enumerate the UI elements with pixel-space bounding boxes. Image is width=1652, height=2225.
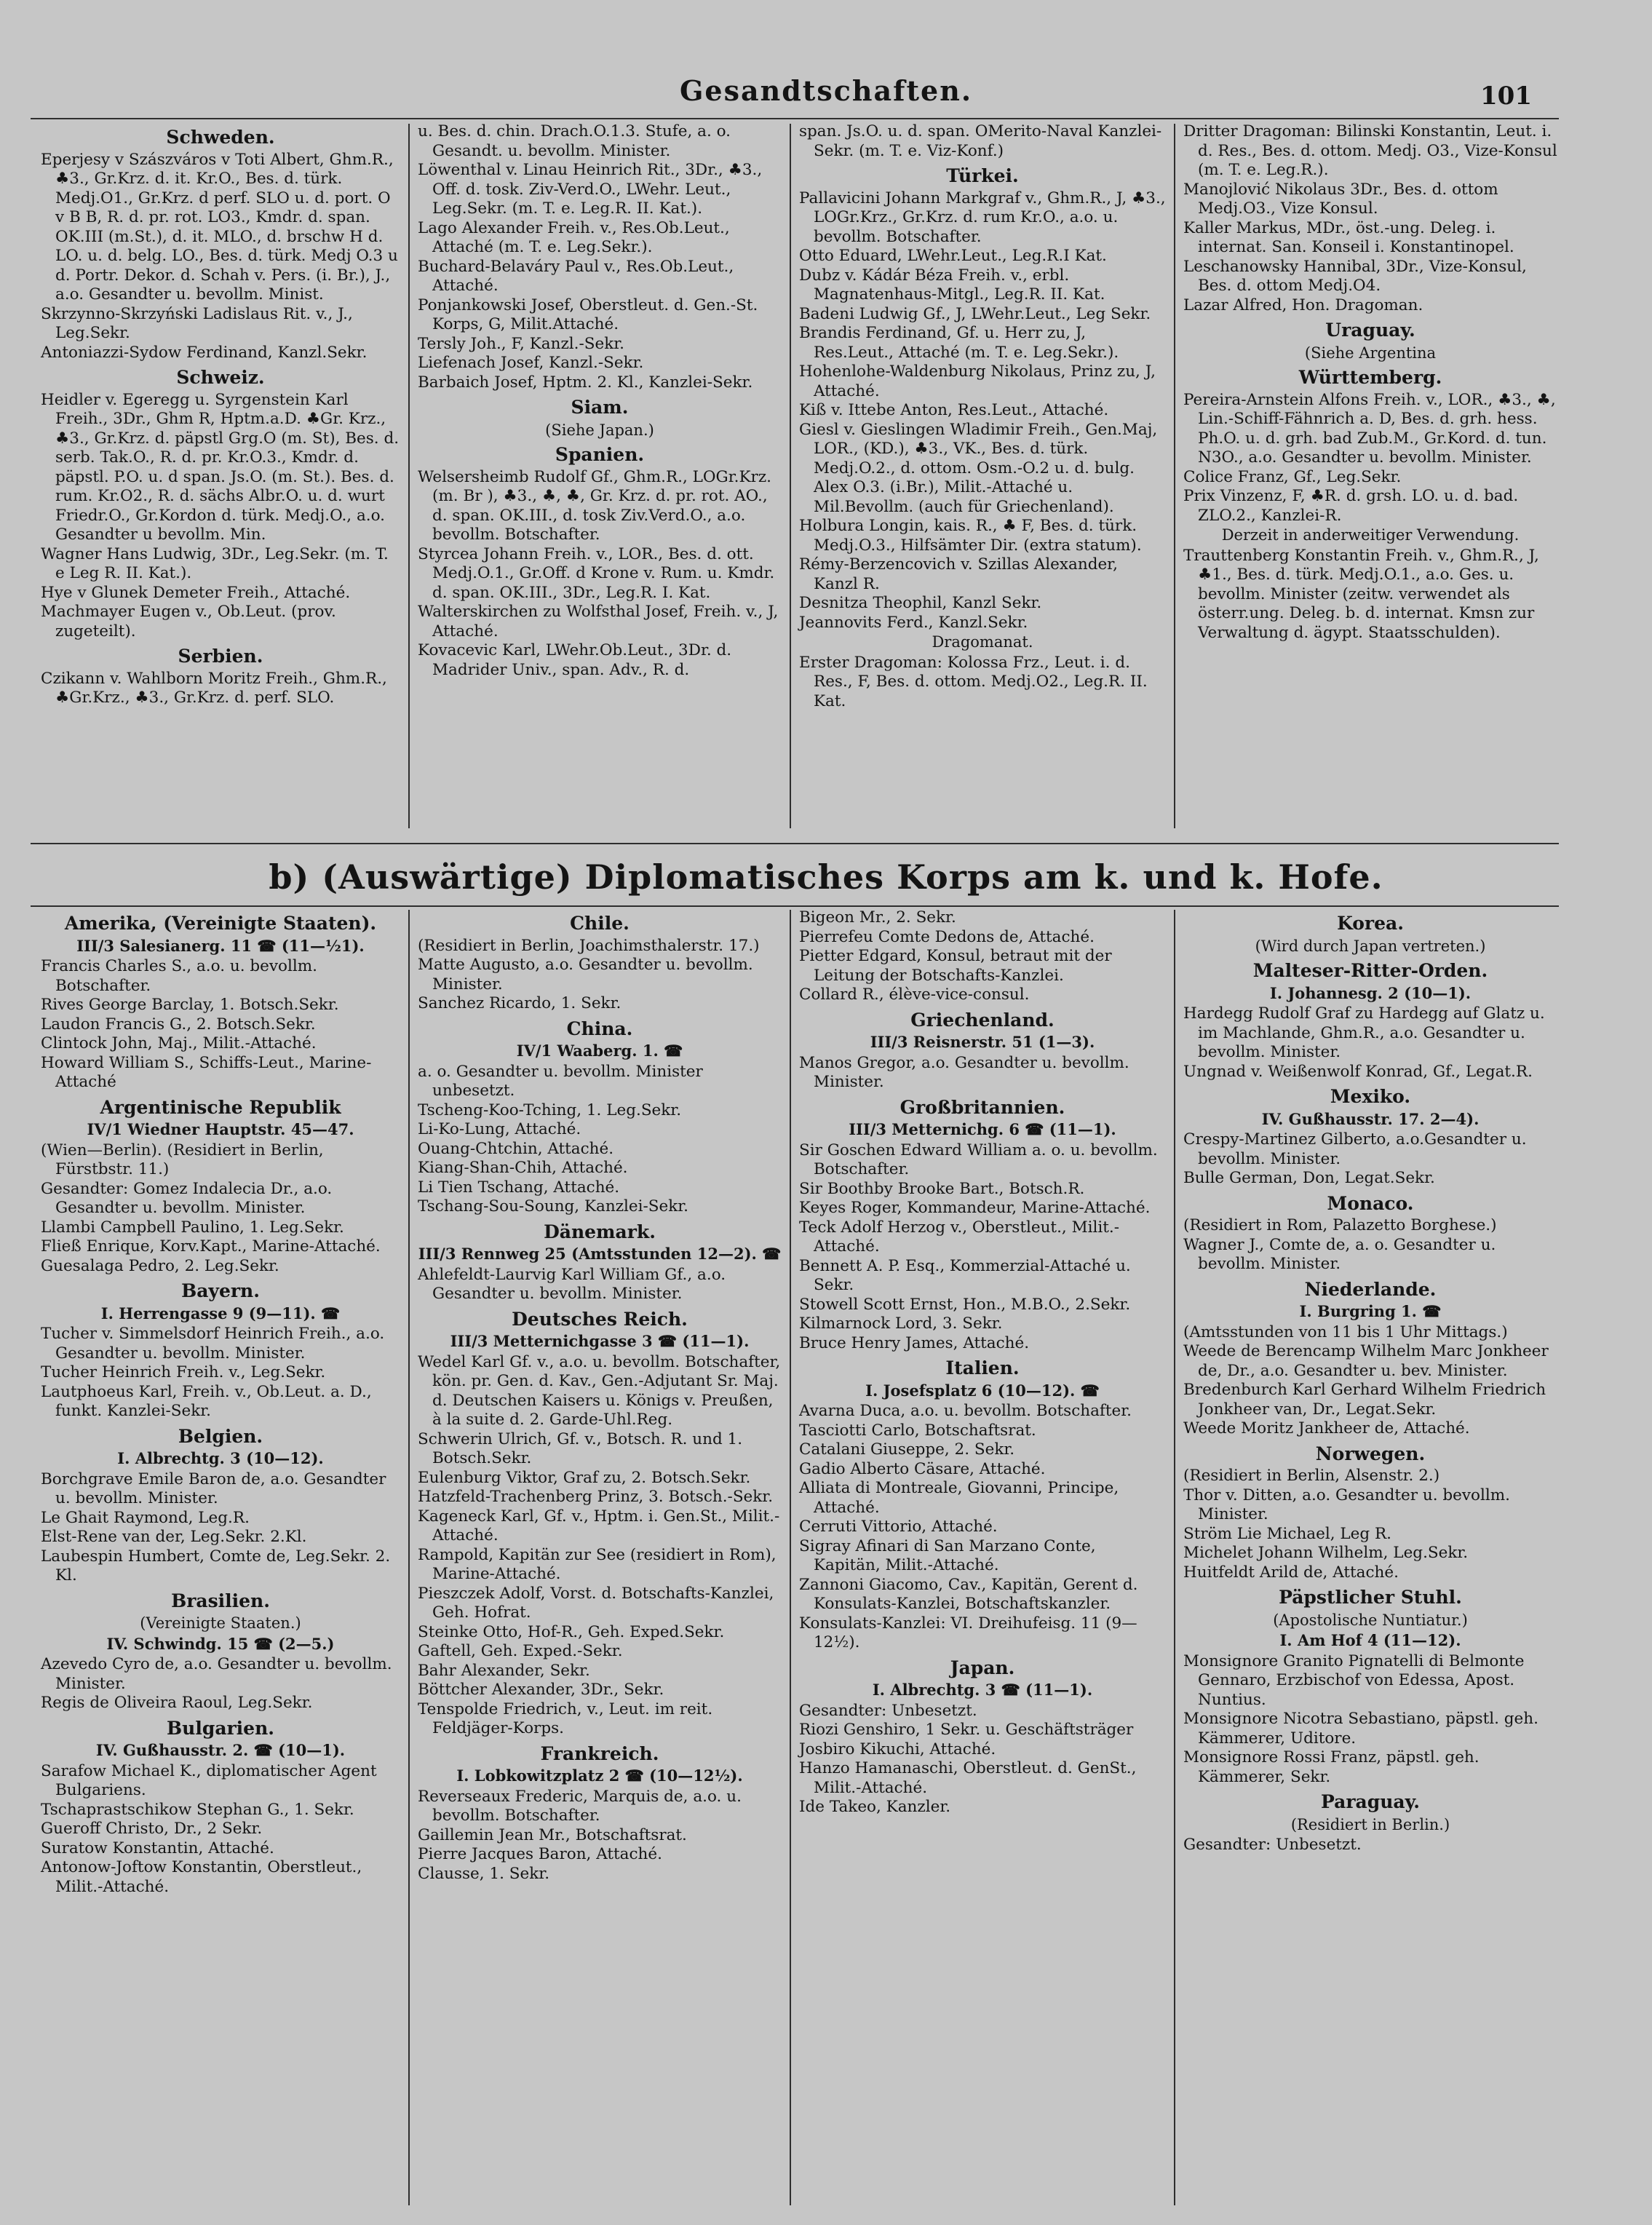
- country-heading: Uraguay.: [1325, 320, 1415, 341]
- directory-entry: Weede Moritz Jankheer de, Attaché.: [1183, 1419, 1470, 1437]
- directory-entry: Tschang-Sou-Soung, Kanzlei-Sekr.: [418, 1197, 688, 1215]
- directory-entry: Fließ Enrique, Korv.Kapt., Marine-Attaché.: [41, 1237, 381, 1256]
- section-note: (Siehe Argentina: [1304, 344, 1437, 362]
- directory-entry: Manojlović Nikolaus 3Dr., Bes. d. ottom Medj.O3., Vize Konsul.: [1183, 180, 1498, 218]
- directory-entry: Alliata di Montreale, Giovanni, Principe, Attaché.: [799, 1479, 1119, 1517]
- directory-entry: Czikann v. Wahlborn Moritz Freih., Ghm.R., ♣Gr.Krz., ♣3., Gr.Krz. d. perf. SLO.: [41, 669, 387, 707]
- directory-entry: Hardegg Rudolf Graf zu Hardegg auf Glatz u. im Machlande, Ghm.R., a.o. Gesandter u. bevollm. Minister.: [1183, 1004, 1545, 1061]
- directory-entry: Jeannovits Ferd., Kanzl.Sekr.: [799, 613, 1028, 632]
- address-line: I. Herrengasse 9 (9—11). ☎: [100, 1304, 341, 1322]
- directory-entry: Stowell Scott Ernst, Hon., M.B.O., 2.Sekr.: [799, 1295, 1131, 1314]
- directory-entry: Colice Franz, Gf., Leg.Sekr.: [1183, 467, 1402, 486]
- directory-entry: u. Bes. d. chin. Drach.O.1.3. Stufe, a. o. Gesandt. u. bevollm. Minister.: [418, 122, 731, 160]
- directory-entry: Ahlefeldt-Laurvig Karl William Gf., a.o. Gesandter u. bevollm. Minister.: [418, 1265, 726, 1303]
- directory-entry: Hye v Glunek Demeter Freih., Attaché.: [41, 583, 351, 602]
- directory-entry: Rampold, Kapitän zur See (residiert in Rom), Marine-Attaché.: [418, 1545, 777, 1583]
- country-heading: Mexiko.: [1330, 1086, 1411, 1107]
- directory-entry: Li Tien Tschang, Attaché.: [418, 1178, 620, 1197]
- directory-entry: (Residiert in Rom, Palazetto Borghese.): [1183, 1216, 1497, 1234]
- directory-entry: Catalani Giuseppe, 2. Sekr.: [799, 1440, 1015, 1459]
- top-column-3: [793, 122, 1172, 843]
- directory-entry: Huitfeldt Arild de, Attaché.: [1183, 1563, 1399, 1582]
- directory-entry: Steinke Otto, Hof-R., Geh. Exped.Sekr.: [418, 1622, 725, 1641]
- directory-entry: Teck Adolf Herzog v., Oberstleut., Milit.-Attaché.: [799, 1218, 1119, 1256]
- directory-entry: Bennett A. P. Esq., Kommerzial-Attaché u. Sekr.: [799, 1256, 1131, 1294]
- directory-entry: Tschaprastschikow Stephan G., 1. Sekr.: [41, 1800, 354, 1819]
- directory-entry: Wagner Hans Ludwig, 3Dr., Leg.Sekr. (m. T. e Leg R. II. Kat.).: [41, 544, 389, 582]
- directory-entry: Machmayer Eugen v., Ob.Leut. (prov. zugeteilt).: [41, 603, 336, 640]
- country-heading: Niederlande.: [1304, 1278, 1437, 1300]
- country-heading: Norwegen.: [1315, 1443, 1426, 1464]
- directory-entry: Sanchez Ricardo, 1. Sekr.: [418, 994, 622, 1012]
- directory-entry: Laudon Francis G., 2. Botsch.Sekr.: [41, 1015, 316, 1034]
- directory-entry: (Wien—Berlin). (Residiert in Berlin, Fürstbstr. 11.): [41, 1141, 324, 1178]
- country-heading: Chile.: [570, 913, 630, 934]
- directory-entry: Bahr Alexander, Sekr.: [418, 1661, 590, 1680]
- directory-entry: Schwerin Ulrich, Gf. v., Botsch. R. und 1. Botsch.Sekr.: [418, 1429, 743, 1467]
- country-heading: Bayern.: [181, 1280, 260, 1301]
- section-note: Derzeit in anderweitiger Verwendung.: [1221, 526, 1520, 544]
- address-line: III/3 Reisnerstr. 51 (1—3).: [870, 1033, 1095, 1051]
- address-line: IV/1 Wiedner Hauptstr. 45—47.: [87, 1120, 354, 1138]
- directory-entry: Guesalaga Pedro, 2. Leg.Sekr.: [41, 1256, 279, 1275]
- header-rule: [31, 118, 1559, 119]
- directory-entry: Clintock John, Maj., Milit.-Attaché.: [41, 1034, 317, 1052]
- directory-entry: Desnitza Theophil, Kanzl Sekr.: [799, 594, 1042, 612]
- bottom-column-divider: [790, 910, 791, 2205]
- address-line: III/3 Rennweg 25 (Amtsstunden 12—2). ☎: [418, 1245, 782, 1263]
- directory-entry: Weede de Berencamp Wilhelm Marc Jonkheer de, Dr., a.o. Gesandter u. bev. Minister.: [1183, 1342, 1549, 1380]
- directory-entry: Lazar Alfred, Hon. Dragoman.: [1183, 296, 1423, 314]
- address-line: IV. Gußhausstr. 17. 2—4).: [1261, 1109, 1480, 1128]
- directory-entry: Monsignore Granito Pignatelli di Belmonte Gennaro, Erzbischof von Edessa, Apost. Nuntius.: [1183, 1651, 1525, 1709]
- country-heading: Italien.: [945, 1357, 1020, 1379]
- section-note: (Residiert in Berlin.): [1290, 1815, 1450, 1833]
- directory-entry: Howard William S., Schiffs-Leut., Marine-Attaché: [41, 1053, 372, 1091]
- top-column-divider: [408, 124, 410, 828]
- country-heading: China.: [566, 1018, 633, 1039]
- directory-entry: Tersly Joh., F, Kanzl.-Sekr.: [418, 334, 624, 353]
- directory-entry: Erster Dragoman: Kolossa Frz., Leut. i. d. Res., F, Bes. d. ottom. Medj.O2., Leg.R. II. Kat.: [799, 653, 1148, 710]
- directory-entry: (Residiert in Berlin, Joachimsthalerstr. 17.): [418, 936, 760, 955]
- directory-entry: Ström Lie Michael, Leg R.: [1183, 1524, 1392, 1543]
- directory-entry: Kilmarnock Lord, 3. Sekr.: [799, 1314, 1003, 1333]
- directory-entry: Lago Alexander Freih. v., Res.Ob.Leut., Attaché (m. T. e. Leg.Sekr.).: [418, 218, 730, 256]
- directory-entry: Konsulats-Kanzlei: VI. Dreihufeisg. 11 (9—12½).: [799, 1614, 1137, 1651]
- directory-entry: Wedel Karl Gf. v., a.o. u. bevollm. Botschafter, kön. pr. Gen. d. Kav., Gen.-Adjutant Sr. Maj. d. Deutschen Kaisers u. Königs v. Preußen, à la suite d. 2. Garde-Uhl.Reg.: [418, 1352, 781, 1429]
- directory-entry: a. o. Gesandter u. bevollm. Minister unbesetzt.: [418, 1062, 703, 1100]
- directory-entry: Rives George Barclay, 1. Botsch.Sekr.: [41, 996, 339, 1014]
- country-heading: Monaco.: [1327, 1192, 1414, 1214]
- section-note: Dragomanat.: [932, 633, 1033, 651]
- directory-entry: Suratow Konstantin, Attaché.: [41, 1839, 274, 1857]
- section-rule: [31, 843, 1559, 844]
- country-heading: Siam.: [571, 397, 629, 418]
- directory-entry: Gaftell, Geh. Exped.-Sekr.: [418, 1642, 623, 1660]
- directory-entry: Gueroff Christo, Dr., 2 Sekr.: [41, 1820, 263, 1838]
- directory-entry: Ponjankowski Josef, Oberstleut. d. Gen.-St. Korps, G, Milit.Attaché.: [418, 296, 758, 333]
- directory-entry: Gaillemin Jean Mr., Botschaftsrat.: [418, 1825, 687, 1844]
- country-heading: Argentinische Republik: [100, 1096, 341, 1118]
- directory-entry: Monsignore Rossi Franz, päpstl. geh. Kämmerer, Sekr.: [1183, 1748, 1480, 1786]
- directory-entry: Kaller Markus, MDr., öst.-ung. Deleg. i. internat. San. Konseil i. Konstantinopel.: [1183, 218, 1514, 256]
- directory-entry: Rémy-Berzencovich v. Szillas Alexander, Kanzl R.: [799, 555, 1118, 593]
- directory-entry: span. Js.O. u. d. span. OMerito-Naval Kanzlei-Sekr. (m. T. e. Viz-Konf.): [799, 122, 1162, 160]
- page-number: 101: [1480, 82, 1532, 111]
- directory-entry: Kiang-Shan-Chih, Attaché.: [418, 1159, 628, 1177]
- top-column-divider: [790, 124, 791, 828]
- address-line: IV. Gußhausstr. 2. ☎ (10—1).: [95, 1741, 346, 1759]
- directory-entry: Tasciotti Carlo, Botschaftsrat.: [799, 1421, 1036, 1440]
- address-line: III/3 Metternichgasse 3 ☎ (11—1).: [450, 1332, 750, 1350]
- directory-entry: Hatzfeld-Trachenberg Prinz, 3. Botsch.-Sekr.: [418, 1488, 774, 1506]
- directory-entry: Regis de Oliveira Raoul, Leg.Sekr.: [41, 1694, 313, 1712]
- directory-entry: Dubz v. Kádár Béza Freih. v., erbl. Magnatenhaus-Mitgl., Leg.R. II. Kat.: [799, 266, 1105, 304]
- section-note: (Apostolische Nuntiatur.): [1273, 1611, 1468, 1629]
- directory-entry: Badeni Ludwig Gf., J, LWehr.Leut., Leg Sekr.: [799, 304, 1151, 323]
- country-heading: Amerika, (Vereinigte Staaten).: [64, 913, 377, 934]
- address-line: I. Lobkowitzplatz 2 ☎ (10—12½).: [456, 1766, 743, 1785]
- bottom-column-divider: [408, 910, 410, 2205]
- address-line: IV/1 Waaberg. 1. ☎: [516, 1042, 683, 1060]
- directory-entry: Heidler v. Egeregg u. Syrgenstein Karl Freih., 3Dr., Ghm R, Hptm.a.D. ♣Gr. Krz., ♣3., Gr.Krz. d. päpstl Grg.O (m. St), Bes. d. serb. Tak.O., R. d. pr. Kr.O.3., Kmdr. d. päpstl. P.O. u. d span. Js.O. (m. St.). Bes. d. rum. Kr.O2., R. d. sächs Albr.O. u. d. wurt Friedr.O., Gr.Kordon d. türk. Medj.O., a.o. Gesandter u bevollm. Min.: [41, 390, 400, 544]
- directory-entry: Prix Vinzenz, F, ♣R. d. grsh. LO. u. d. bad. ZLO.2., Kanzlei-R.: [1183, 487, 1519, 525]
- top-column-2: [412, 122, 787, 843]
- directory-entry: Pietter Edgard, Konsul, betraut mit der Leitung der Botschafts-Kanzlei.: [799, 947, 1112, 985]
- directory-entry: Ouang-Chtchin, Attaché.: [418, 1139, 614, 1158]
- directory-entry: Löwenthal v. Linau Heinrich Rit., 3Dr., ♣3., Off. d. tosk. Ziv-Verd.O., LWehr. Leut., Leg.Sekr. (m. T. e. Leg.R. II. Kat.).: [418, 161, 763, 218]
- directory-entry: Tscheng-Koo-Tching, 1. Leg.Sekr.: [418, 1100, 682, 1119]
- directory-entry: Sarafow Michael K., diplomatischer Agent Bulgariens.: [41, 1761, 377, 1799]
- country-heading: Schweden.: [166, 127, 275, 148]
- section-b-heading: b) (Auswärtige) Diplomatisches Korps am k. und k. Hofe.: [269, 857, 1383, 897]
- country-heading: Dänemark.: [544, 1221, 656, 1242]
- section-rule: [31, 905, 1559, 907]
- directory-entry: Josbiro Kikuchi, Attaché.: [799, 1740, 996, 1758]
- directory-entry: Pallavicini Johann Markgraf v., Ghm.R., J, ♣3., LOGr.Krz., Gr.Krz. d. rum Kr.O., a.o. u. bevollm. Botschafter.: [799, 189, 1166, 246]
- directory-entry: Pieszczek Adolf, Vorst. d. Botschafts-Kanzlei, Geh. Hofrat.: [418, 1584, 774, 1622]
- directory-entry: Tenspolde Friedrich, v., Leut. im reit. Feldjäger-Korps.: [418, 1700, 713, 1737]
- directory-entry: Hanzo Hamanaschi, Oberstleut. d. GenSt., Milit.-Attaché.: [799, 1759, 1137, 1797]
- directory-entry: Styrcea Johann Freih. v., LOR., Bes. d. ott. Medj.O.1., Gr.Off. d Krone v. Rum. u. Kmdr. d. span. OK.III., 3Dr., Leg.R. I. Kat.: [418, 544, 775, 602]
- directory-entry: Böttcher Alexander, 3Dr., Sekr.: [418, 1681, 664, 1699]
- country-heading: Deutsches Reich.: [512, 1308, 688, 1330]
- section-note: (Siehe Japan.): [545, 421, 654, 439]
- directory-entry: Pierrefeu Comte Dedons de, Attaché.: [799, 927, 1095, 946]
- directory-entry: Collard R., élève-vice-consul.: [799, 985, 1030, 1004]
- country-heading: Württemberg.: [1298, 367, 1442, 388]
- directory-entry: Giesl v. Gieslingen Wladimir Freih., Gen.Maj, LOR., (KD.), ♣3., VK., Bes. d. türk. Medj.O.2., d. ottom. Osm.-O.2 u. d. bulg. Alex O.3. (i.Br.), Milit.-Attaché u. Mil.Bevollm. (auch für Griechenland).: [799, 420, 1158, 516]
- directory-entry: Keyes Roger, Kommandeur, Marine-Attaché.: [799, 1199, 1151, 1217]
- country-heading: Belgien.: [178, 1425, 263, 1447]
- directory-entry: Cerruti Vittorio, Attaché.: [799, 1518, 998, 1536]
- bottom-column-4: [1178, 908, 1563, 2211]
- directory-entry: Walterskirchen zu Wolfsthal Josef, Freih. v., J, Attaché.: [418, 603, 779, 640]
- directory-entry: Llambi Campbell Paulino, 1. Leg.Sekr.: [41, 1218, 344, 1237]
- address-line: I. Burgring 1. ☎: [1299, 1302, 1442, 1320]
- directory-entry: Gesandter: Unbesetzt.: [1183, 1836, 1362, 1854]
- country-heading: Brasilien.: [171, 1590, 270, 1611]
- country-heading: Frankreich.: [540, 1742, 659, 1764]
- directory-entry: Dritter Dragoman: Bilinski Konstantin, Leut. i. d. Res., Bes. d. ottom. Medj. O3., Vize-Konsul (m. T. e. Leg.R.).: [1183, 122, 1557, 179]
- directory-entry: Azevedo Cyro de, a.o. Gesandter u. bevollm. Minister.: [41, 1655, 392, 1693]
- top-column-divider: [1174, 124, 1175, 828]
- directory-entry: Pereira-Arnstein Alfons Freih. v., LOR., ♣3., ♣, Lin.-Schiff-Fähnrich a. D, Bes. d. grh. hess. Ph.O. u. d. grh. bad Zub.M., Gr.Kord. d. tun. N3O., a.o. Gesandter u. bevollm. Minister.: [1183, 390, 1556, 467]
- directory-entry: Tucher Heinrich Freih. v., Leg.Sekr.: [41, 1363, 326, 1381]
- directory-entry: Monsignore Nicotra Sebastiano, päpstl. geh. Kämmerer, Uditore.: [1183, 1710, 1538, 1748]
- country-heading: Paraguay.: [1321, 1791, 1420, 1812]
- country-heading: Großbritannien.: [900, 1096, 1065, 1118]
- directory-entry: Pierre Jacques Baron, Attaché.: [418, 1845, 662, 1863]
- directory-entry: Otto Eduard, LWehr.Leut., Leg.R.I Kat.: [799, 247, 1107, 265]
- directory-entry: Bigeon Mr., 2. Sekr.: [799, 908, 956, 927]
- directory-entry: Kageneck Karl, Gf. v., Hptm. i. Gen.St., Milit.-Attaché.: [418, 1507, 780, 1544]
- directory-entry: Bruce Henry James, Attaché.: [799, 1333, 1030, 1352]
- address-line: III/3 Metternichg. 6 ☎ (11—1).: [849, 1120, 1116, 1138]
- directory-entry: Sigray Afinari di San Marzano Conte, Kapitän, Milit.-Attaché.: [799, 1536, 1096, 1574]
- country-heading: Bulgarien.: [167, 1717, 274, 1739]
- directory-entry: Manos Gregor, a.o. Gesandter u. bevollm. Minister.: [799, 1053, 1129, 1091]
- directory-entry: Buchard-Belaváry Paul v., Res.Ob.Leut., Attaché.: [418, 257, 734, 295]
- country-heading: Serbien.: [178, 646, 263, 667]
- country-heading: Griechenland.: [910, 1009, 1055, 1031]
- address-line: I. Albrechtg. 3 (10—12).: [117, 1449, 324, 1467]
- country-heading: Türkei.: [946, 165, 1019, 186]
- directory-entry: Matte Augusto, a.o. Gesandter u. bevollm. Minister.: [418, 956, 753, 993]
- directory-entry: Sir Boothby Brooke Bart., Botsch.R.: [799, 1179, 1085, 1198]
- directory-entry: Brandis Ferdinand, Gf. u. Herr zu, J, Res.Leut., Attaché (m. T. e. Leg.Sekr.).: [799, 324, 1119, 362]
- address-line: I. Albrechtg. 3 ☎ (11—1).: [872, 1681, 1093, 1699]
- directory-entry: Elst-Rene van der, Leg.Sekr. 2.Kl.: [41, 1528, 307, 1546]
- directory-entry: Gadio Alberto Cäsare, Attaché.: [799, 1459, 1046, 1478]
- directory-entry: Lautphoeus Karl, Freih. v., Ob.Leut. a. D., funkt. Kanzlei-Sekr.: [41, 1382, 372, 1420]
- top-column-1: [35, 122, 406, 843]
- directory-entry: Clausse, 1. Sekr.: [418, 1864, 550, 1883]
- country-heading: Japan.: [950, 1657, 1015, 1678]
- directory-entry: Laubespin Humbert, Comte de, Leg.Sekr. 2. Kl.: [41, 1547, 391, 1585]
- directory-entry: Holbura Longin, kais. R., ♣ F, Bes. d. türk. Medj.O.3., Hilfsämter Dir. (extra statum).: [799, 517, 1142, 555]
- directory-entry: Antoniazzi-Sydow Ferdinand, Kanzl.Sekr.: [41, 343, 368, 362]
- section-note: (Wird durch Japan vertreten.): [1255, 937, 1486, 955]
- directory-entry: Liefenach Josef, Kanzl.-Sekr.: [418, 354, 644, 372]
- section-note: (Vereinigte Staaten.): [140, 1614, 301, 1632]
- directory-entry: Sir Goschen Edward William a. o. u. bevollm. Botschafter.: [799, 1141, 1158, 1178]
- address-line: I. Josefsplatz 6 (10—12). ☎: [865, 1381, 1100, 1400]
- directory-entry: Skrzynno-Skrzyński Ladislaus Rit. v., J., Leg.Sekr.: [41, 304, 353, 342]
- country-heading: Korea.: [1337, 913, 1404, 934]
- directory-entry: Antonow-Joftow Konstantin, Oberstleut., Milit.-Attaché.: [41, 1858, 362, 1896]
- bottom-column-3: [793, 908, 1172, 2211]
- directory-entry: Riozi Genshiro, 1 Sekr. u. Geschäftsträger: [799, 1721, 1134, 1739]
- directory-entry: Eulenburg Viktor, Graf zu, 2. Botsch.Sekr.: [418, 1468, 751, 1487]
- country-heading: Malteser-Ritter-Orden.: [1252, 960, 1488, 981]
- directory-entry: Gesandter: Gomez Indalecia Dr., a.o. Gesandter u. bevollm. Minister.: [41, 1179, 333, 1217]
- directory-entry: (Residiert in Berlin, Alsenstr. 2.): [1183, 1467, 1440, 1485]
- directory-entry: (Amtsstunden von 11 bis 1 Uhr Mittags.): [1183, 1322, 1508, 1341]
- directory-entry: Barbaich Josef, Hptm. 2. Kl., Kanzlei-Sekr.: [418, 373, 753, 392]
- directory-entry: Reverseaux Frederic, Marquis de, a.o. u. bevollm. Botschafter.: [418, 1787, 742, 1825]
- bottom-column-1: [35, 908, 406, 2211]
- directory-entry: Ide Takeo, Kanzler.: [799, 1798, 951, 1816]
- directory-entry: Leschanowsky Hannibal, 3Dr., Vize-Konsul, Bes. d. ottom Medj.O4.: [1183, 257, 1527, 295]
- directory-entry: Borchgrave Emile Baron de, a.o. Gesandter u. bevollm. Minister.: [41, 1470, 386, 1507]
- directory-entry: Crespy-Martinez Gilberto, a.o.Gesandter u. bevollm. Minister.: [1183, 1130, 1527, 1168]
- directory-entry: Kiß v. Ittebe Anton, Res.Leut., Attaché.: [799, 401, 1109, 419]
- page-header-title: Gesandtschaften.: [679, 74, 973, 107]
- bottom-column-divider: [1174, 910, 1175, 2205]
- directory-entry: Le Ghait Raymond, Leg.R.: [41, 1508, 250, 1527]
- directory-entry: Michelet Johann Wilhelm, Leg.Sekr.: [1183, 1544, 1469, 1562]
- country-heading: Päpstlicher Stuhl.: [1279, 1587, 1462, 1608]
- address-line: I. Johannesg. 2 (10—1).: [1269, 983, 1472, 1002]
- directory-entry: Hohenlohe-Waldenburg Nikolaus, Prinz zu, J, Attaché.: [799, 362, 1156, 400]
- bottom-column-2: [412, 908, 787, 2211]
- directory-entry: Li-Ko-Lung, Attaché.: [418, 1120, 581, 1138]
- directory-entry: Zannoni Giacomo, Cav., Kapitän, Gerent d. Konsulats-Kanzlei, Botschaftskanzler.: [799, 1575, 1138, 1613]
- directory-entry: Bulle German, Don, Legat.Sekr.: [1183, 1169, 1435, 1187]
- directory-entry: Wagner J., Comte de, a. o. Gesandter u. bevollm. Minister.: [1183, 1235, 1496, 1273]
- directory-entry: Tucher v. Simmelsdorf Heinrich Freih., a.o. Gesandter u. bevollm. Minister.: [41, 1325, 385, 1363]
- directory-entry: Francis Charles S., a.o. u. bevollm. Botschafter.: [41, 957, 317, 995]
- directory-entry: Welsersheimb Rudolf Gf., Ghm.R., LOGr.Krz. (m. Br ), ♣3., ♣, ♣, Gr. Krz. d. pr. rot. AO., d. span. OK.III., d. tosk Ziv.Verd.O., a.o. bevollm. Botschafter.: [418, 467, 771, 544]
- directory-entry: Trauttenberg Konstantin Freih. v., Ghm.R., J, ♣1., Bes. d. türk. Medj.O.1., a.o. Ges. u. bevollm. Minister (zeitw. verwendet als österr.ung. Deleg. b. d. internat. Kmsn zur Verwaltung d. ägypt. Staatsschulden).: [1183, 546, 1539, 642]
- address-line: III/3 Salesianerg. 11 ☎ (11—½1).: [76, 936, 365, 955]
- address-line: I. Am Hof 4 (11—12).: [1279, 1631, 1461, 1649]
- top-column-4: [1178, 122, 1563, 843]
- directory-entry: Bredenburch Karl Gerhard Wilhelm Friedrich Jonkheer van, Dr., Legat.Sekr.: [1183, 1381, 1546, 1419]
- directory-entry: Kovacevic Karl, LWehr.Ob.Leut., 3Dr. d. Madrider Univ., span. Adv., R. d.: [418, 641, 732, 679]
- directory-entry: Gesandter: Unbesetzt.: [799, 1701, 977, 1720]
- directory-entry: Eperjesy v Szászváros v Toti Albert, Ghm.R., ♣3., Gr.Krz. d. it. Kr.O., Bes. d. türk. Medj.O1., Gr.Krz. d perf. SLO u. d. port. O v B B, R. d. pr. rot. LO3., Kmdr. d. span. OK.III (m.St.), d. it. MLO., d. brschw H d. LO. u. d. belg. LO., Bes. d. türk. Medj O.3 u d. Portr. Dekor. d. Schah v. Pers. (i. Br.), J., a.o. Gesandter u. bevollm. Minist.: [41, 150, 398, 304]
- directory-entry: Thor v. Ditten, a.o. Gesandter u. bevollm. Minister.: [1183, 1486, 1510, 1523]
- country-heading: Schweiz.: [176, 367, 265, 388]
- country-heading: Spanien.: [555, 444, 645, 465]
- address-line: IV. Schwindg. 15 ☎ (2—5.): [106, 1634, 335, 1653]
- directory-entry: Ungnad v. Weißenwolf Konrad, Gf., Legat.R.: [1183, 1062, 1533, 1081]
- directory-entry: Avarna Duca, a.o. u. bevollm. Botschafter.: [799, 1402, 1132, 1420]
